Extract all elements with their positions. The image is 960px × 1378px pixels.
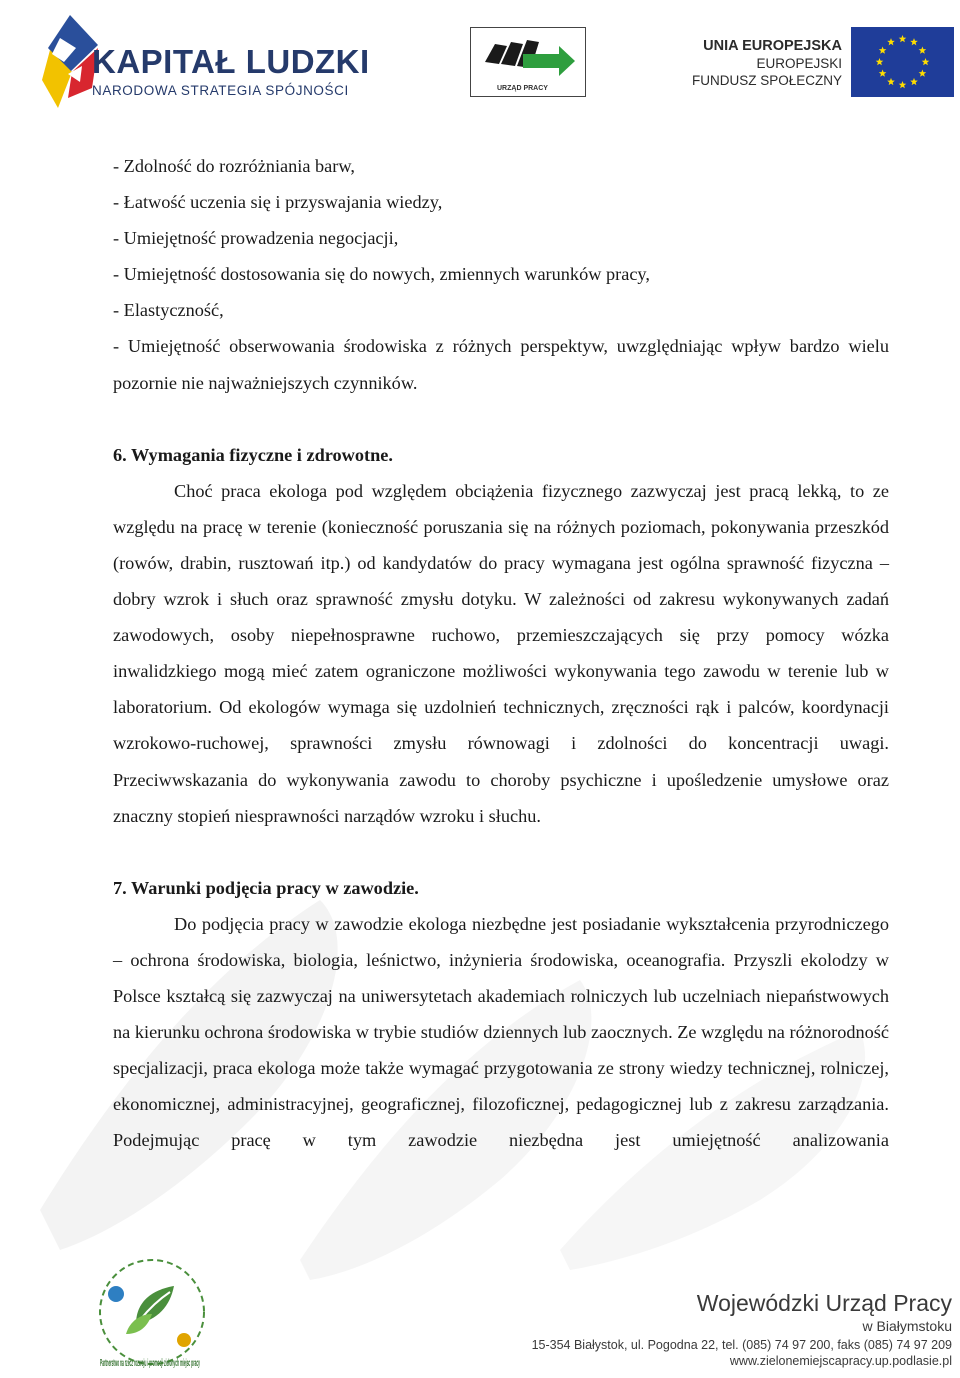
urzad-pracy-label: URZĄD PRACY xyxy=(497,85,548,92)
partner-logo-text: Partnerstwo na rzecz rozwoju i promocji zielonych miejsc pracy xyxy=(100,1358,201,1369)
list-item: - Łatwość uczenia się i przyswajania wiedzy, xyxy=(113,192,443,213)
list-item: - Umiejętność dostosowania się do nowych, zmiennych warunków pracy, xyxy=(113,264,650,285)
partnerstwo-logo-icon xyxy=(86,1254,214,1374)
section-7-heading: 7. Warunki podjęcia pracy w zawodzie. xyxy=(113,877,419,898)
section-6-heading: 6. Wymagania fizyczne i zdrowotne. xyxy=(113,444,393,465)
ue-line-3: FUNDUSZ SPOŁECZNY xyxy=(691,73,842,88)
eu-flag-icon xyxy=(851,27,954,97)
ue-text-block xyxy=(692,38,842,89)
wup-address: 15-354 Białystok, ul. Pogodna 22, tel. (085) 74 97 200, faks (085) 74 97 209 xyxy=(531,1338,952,1352)
kl-name: KAPITAŁ LUDZKI xyxy=(92,43,370,80)
urzad-pracy-logo xyxy=(470,27,586,97)
list-item: - Zdolność do rozróżniania barw, xyxy=(113,156,355,176)
section-6-body: Choć praca ekologa pod względem obciążenia fizycznego zazwyczaj jest pracą lekką, to ze względu na pracę w terenie (konieczność poruszania się na różnych poziomach, pokonywania przeszkód (rowów, drabin, rusztowań itp.) od kandydatów do pracy wymagana jest ogólna sprawność fizyczna – dobry wzrok i słuch oraz sprawność zmysłu dotyku. W zależności od zakresu wykonywanych zadań zawodowych, osoby niepełnosprawne ruchowo, przemieszczających się przy pomocy wózka inwalidzkiego mogą mieć zatem ograniczone możliwości wykonywania tego zawodu w terenie lub w laboratorium. Od ekologów wymaga się uzdolnień technicznych, zręczności rąk i palców, koordynacji wzrokowo-ruchowej, sprawności zmysłu równowagi i zdolności do koncentracji uwagi. Przeciwwskazania do wykonywania zawodu to choroby psychiczne i upośledzenie umysłowe oraz znaczny stopień niesprawności narządów wzroku i słuchu. xyxy=(113,480,889,826)
list-item: - Elastyczność, xyxy=(113,300,224,321)
list-item: - Umiejętność prowadzenia negocjacji, xyxy=(113,228,399,249)
kapital-ludzki-emblem-icon xyxy=(40,10,100,115)
wup-city: w Białymstoku xyxy=(862,1318,952,1334)
page-footer xyxy=(0,1250,960,1378)
list-item: - Umiejętność obserwowania środowiska z różnych perspektyw, uwzględniając wpływ bardzo wielu pozornie nie najważniejszych czynników. xyxy=(113,336,889,393)
page-header xyxy=(0,0,960,130)
ue-line-2: EUROPEJSKI xyxy=(756,56,842,71)
wup-name: Wojewódzki Urząd Pracy xyxy=(696,1290,952,1316)
kapital-ludzki-logo xyxy=(40,10,370,115)
kl-subtitle: NARODOWA STRATEGIA SPÓJNOŚCI xyxy=(92,83,349,98)
urzad-pracy-arrow-icon xyxy=(471,28,585,88)
document-body xyxy=(113,148,889,1158)
ue-line-1: UNIA EUROPEJSKA xyxy=(703,38,842,54)
section-7-body: Do podjęcia pracy w zawodzie ekologa niezbędne jest posiadanie wykształcenia przyrodniczego – ochrona środowiska, biologia, leśnictwo, inżynieria środowiska, oceanografia. Przyszli ekolodzy w Polsce kształcą się zazwyczaj na uniwersytetach akademiach rolniczych lub uczelniach niepaństwowych na kierunku ochrona środowiska w trybie studiów dziennych lub zaocznych. Ze względu na różnorodność specjalizacji, praca ekologa może także wymagać przygotowania ze strony wiedzy technicznej, rolniczej, ekonomicznej, administracyjnej, geograficznej, filozoficznej, pedagogicznej lub z zakresu zarządzania. Podejmując pracę w tym zawodzie niezbędna jest umiejętność analizowania xyxy=(113,913,889,1151)
wup-website-link[interactable]: www.zielonemiejscapracy.up.podlasie.pl xyxy=(729,1354,952,1368)
